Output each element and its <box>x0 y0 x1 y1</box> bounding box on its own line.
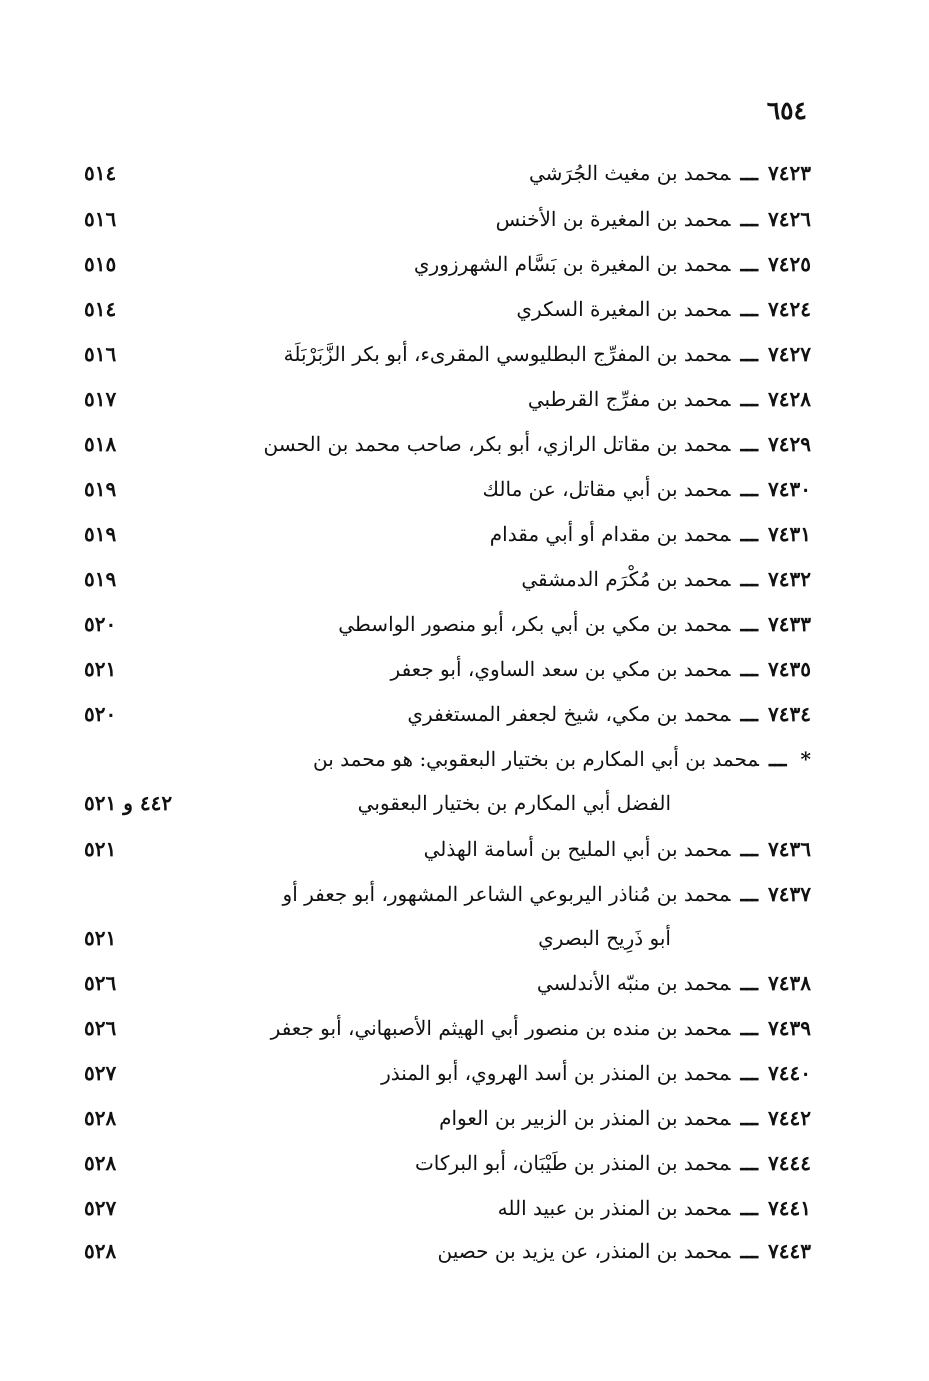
cross-reference-continuation: الفضل أبي المكارم بن بختيار البعقوبي <box>357 791 671 815</box>
entry-name: محمد بن مكي بن أبي بكر، أبو منصور الواسطي <box>338 612 731 636</box>
entry-dash: ـــ <box>740 1151 759 1175</box>
entry-page: ٥٢٠ <box>84 612 117 636</box>
entry-number: ٧٤٣٣ <box>768 612 811 636</box>
entry-page: ٥٢١ <box>84 837 117 861</box>
entry-dash: ـــ <box>740 522 759 546</box>
index-entry <box>84 153 811 193</box>
entry-dash: ـــ <box>740 252 759 276</box>
index-entry <box>84 514 811 554</box>
entry-number: ٧٤٣٤ <box>768 702 811 726</box>
entry-page: ٥٢٧ <box>84 1196 117 1220</box>
entry-dash: ـــ <box>740 161 759 185</box>
entry-number: ٧٤٢٦ <box>768 207 811 231</box>
entry-dash: ـــ <box>740 342 759 366</box>
index-entry <box>84 963 811 1003</box>
entry-dash: ـــ <box>740 882 759 906</box>
entry-number: ٧٤٢٩ <box>768 432 811 456</box>
entry-name: محمد بن مقاتل الرازي، أبو بكر، صاحب محمد بن الحسن <box>263 432 731 456</box>
entry-number: ٧٤٤٣ <box>768 1239 811 1263</box>
entry-dash: ـــ <box>768 747 787 771</box>
entry-dash: ـــ <box>740 1106 759 1130</box>
entry-page: ٥١٦ <box>84 342 117 366</box>
entry-page: ٥١٨ <box>84 432 117 456</box>
entry-name: محمد بن المنذر بن أسد الهروي، أبو المنذر <box>381 1061 731 1085</box>
entry-dash: ـــ <box>740 432 759 456</box>
entry-number: ٧٤٢٥ <box>768 252 811 276</box>
entry-page: ٥٢٦ <box>84 1016 117 1040</box>
entry-dash: ـــ <box>740 297 759 321</box>
entry-dash: ـــ <box>740 477 759 501</box>
entry-page: ٥١٦ <box>84 207 117 231</box>
entry-page: ٥٢٦ <box>84 971 117 995</box>
cross-reference-pages: ٤٤٢ و ٥٢١ <box>84 791 173 815</box>
index-entry <box>84 424 811 464</box>
index-entry <box>84 379 811 419</box>
entry-name: محمد بن المغيرة بن الأخنس <box>495 207 731 231</box>
index-entry <box>84 1231 811 1271</box>
entry-name: محمد بن المنذر بن طَيْبَان، أبو البركات <box>414 1151 731 1175</box>
entry-name: محمد بن مُناذر اليربوعي الشاعر المشهور، أبو جعفر أو <box>282 882 731 906</box>
entry-dash: ـــ <box>740 1061 759 1085</box>
entry-dash: ـــ <box>740 1239 759 1263</box>
index-entry <box>84 1143 811 1183</box>
entry-page: ٥٢١ <box>84 926 117 950</box>
entry-name: محمد بن مكي بن سعد الساوي، أبو جعفر <box>390 657 731 681</box>
entry-page: ٥١٤ <box>84 161 117 185</box>
entry-page: ٥٢٨ <box>84 1106 117 1130</box>
entry-number: ٧٤٤٤ <box>768 1151 811 1175</box>
index-entry <box>84 1008 811 1048</box>
entry-number: ٧٤٢٨ <box>768 387 811 411</box>
entry-page: ٥٢٠ <box>84 702 117 726</box>
index-entry <box>84 334 811 374</box>
index-entry <box>84 1098 811 1138</box>
entry-name: محمد بن المنذر بن عبيد الله <box>497 1196 731 1220</box>
index-entry <box>84 874 811 914</box>
entry-name: محمد بن مقدام أو أبي مقدام <box>489 522 731 546</box>
entry-name: محمد بن أبي مقاتل، عن مالك <box>482 477 731 501</box>
entry-page: ٥١٧ <box>84 387 117 411</box>
entry-number: ٧٤٢٧ <box>768 342 811 366</box>
index-entry <box>84 1053 811 1093</box>
entry-number: ٧٤٣٠ <box>768 477 811 501</box>
entry-name: محمد بن المنذر، عن يزيد بن حصين <box>437 1239 731 1263</box>
entry-page: ٥٢٨ <box>84 1239 117 1263</box>
entry-dash: ـــ <box>740 567 759 591</box>
entry-page: ٥١٩ <box>84 522 117 546</box>
cross-reference-entry <box>84 739 811 779</box>
entry-page: ٥١٤ <box>84 297 117 321</box>
entry-continuation: أبو ذَرِيح البصري <box>538 926 671 950</box>
index-entry <box>84 1188 811 1228</box>
entry-dash: ـــ <box>740 971 759 995</box>
index-entry <box>84 469 811 509</box>
entry-number: ٧٤٤١ <box>768 1196 811 1220</box>
entry-name: محمد بن مُكْرَم الدمشقي <box>521 567 731 591</box>
entry-name: محمد بن مفرِّج القرطبي <box>527 387 731 411</box>
entry-name: محمد بن منبّه الأندلسي <box>536 971 731 995</box>
entry-dash: ـــ <box>740 1016 759 1040</box>
entry-number: ٧٤٣١ <box>768 522 811 546</box>
index-entry <box>84 289 811 329</box>
entry-page: ٥١٩ <box>84 567 117 591</box>
entry-dash: ـــ <box>740 387 759 411</box>
entry-number: ٧٤٣٩ <box>768 1016 811 1040</box>
entry-name: محمد بن أبي المكارم بن بختيار البعقوبي: هو محمد بن <box>313 747 759 771</box>
entry-name: محمد بن المنذر بن الزبير بن العوام <box>439 1106 731 1130</box>
entry-page: ٥١٥ <box>84 252 117 276</box>
entry-number: ٧٤٣٦ <box>768 837 811 861</box>
star-marker: * <box>800 747 811 771</box>
index-entry <box>84 829 811 869</box>
entry-dash: ـــ <box>740 702 759 726</box>
entry-number: ٧٤٣٢ <box>768 567 811 591</box>
entry-page: ٥٢٧ <box>84 1061 117 1085</box>
entry-number: ٧٤٤٢ <box>768 1106 811 1130</box>
index-entry <box>84 649 811 689</box>
index-entry <box>84 604 811 644</box>
entry-dash: ـــ <box>740 207 759 231</box>
entry-name: محمد بن مكي، شيخ لجعفر المستغفري <box>407 702 731 726</box>
entry-number: ٧٤٣٥ <box>768 657 811 681</box>
index-entry <box>84 244 811 284</box>
page-number: ٦٥٤ <box>766 96 807 125</box>
entry-number: ٧٤٣٨ <box>768 971 811 995</box>
entry-number: ٧٤٣٧ <box>768 882 811 906</box>
entry-name: محمد بن منده بن منصور أبي الهيثم الأصبهاني، أبو جعفر <box>270 1016 731 1040</box>
entry-page: ٥٢١ <box>84 657 117 681</box>
index-entry <box>84 559 811 599</box>
entry-number: ٧٤٢٣ <box>768 161 811 185</box>
entry-number: ٧٤٤٠ <box>768 1061 811 1085</box>
entry-page: ٥٢٨ <box>84 1151 117 1175</box>
entry-name: محمد بن أبي المليح بن أسامة الهذلي <box>423 837 731 861</box>
entry-dash: ـــ <box>740 837 759 861</box>
entry-name: محمد بن المغيرة بن بَسَّام الشهرزوري <box>413 252 731 276</box>
entry-dash: ـــ <box>740 1196 759 1220</box>
entry-name: محمد بن مغيث الجُرَشي <box>528 161 731 185</box>
entry-dash: ـــ <box>740 657 759 681</box>
entry-page: ٥١٩ <box>84 477 117 501</box>
index-entry <box>84 199 811 239</box>
entry-number: ٧٤٢٤ <box>768 297 811 321</box>
entry-name: محمد بن المغيرة السكري <box>516 297 731 321</box>
entry-name: محمد بن المفرِّج البطليوسي المقرىء، أبو بكر الزَّبَرْبَلَة <box>283 342 731 366</box>
index-entry <box>84 694 811 734</box>
entry-dash: ـــ <box>740 612 759 636</box>
